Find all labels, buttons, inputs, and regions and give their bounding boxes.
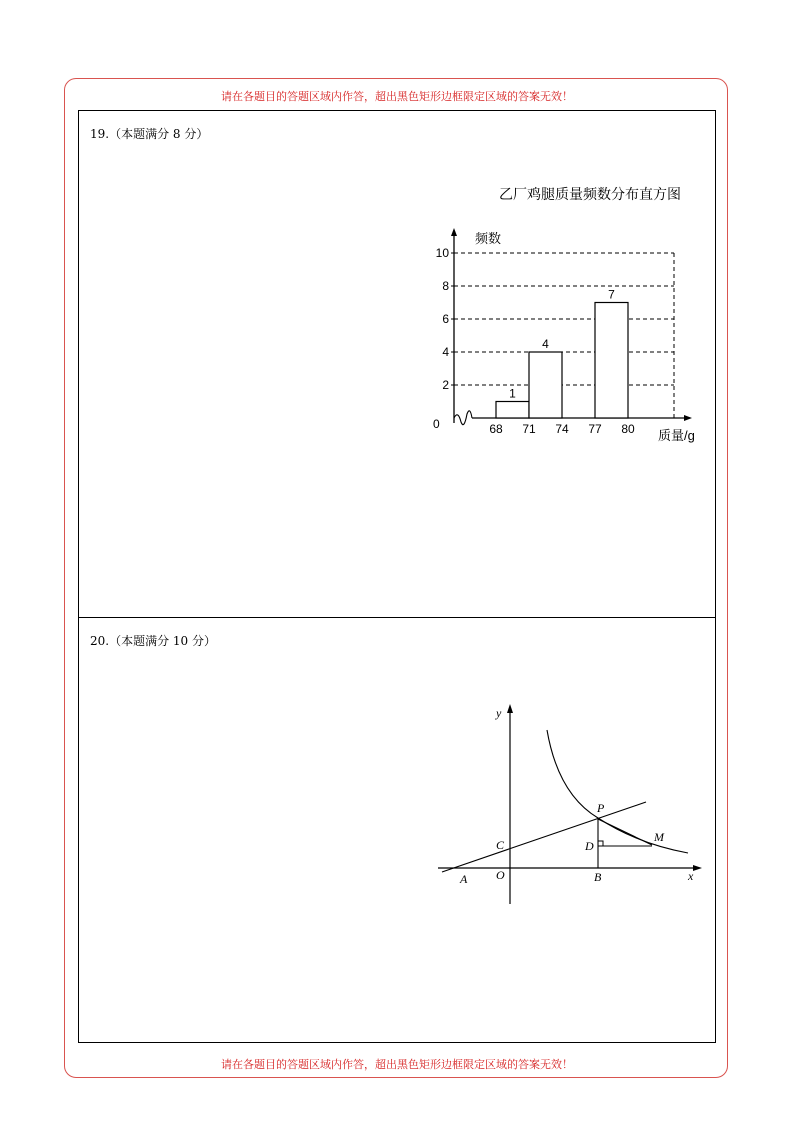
point-label-m: M: [654, 830, 664, 844]
hyperbola-curve: [547, 730, 688, 853]
point-label-c: C: [496, 838, 505, 852]
x-tick-label-68: 68: [489, 422, 503, 436]
y-tick-label-6: 6: [442, 312, 449, 326]
x-tick-label-77: 77: [588, 422, 602, 436]
x-tick-label-80: 80: [621, 422, 635, 436]
point-label-b: B: [594, 870, 602, 884]
bar-label-0: 1: [509, 386, 516, 401]
bar-label-1: 4: [542, 337, 549, 351]
y-tick-label-2: 2: [442, 378, 449, 392]
bar-label-2: 7: [608, 287, 615, 302]
coordinate-figure: [430, 698, 710, 908]
y-tick-label-4: 4: [442, 345, 449, 359]
point-label-p: P: [597, 801, 605, 815]
line-ap: [442, 802, 646, 872]
chart-title: 乙厂鸡腿质量频数分布直方图: [499, 186, 681, 202]
right-angle-mark: [598, 841, 603, 846]
point-label-d: D: [585, 839, 594, 853]
figure-y-arrow: [507, 704, 513, 713]
segment-pm: [598, 819, 652, 845]
y-axis-arrow: [451, 228, 457, 236]
axis-label-x: x: [688, 869, 694, 883]
bottom-notice: 请在各题目的答题区域内作答，超出黑色矩形边框限定区域的答案无效！: [221, 1058, 573, 1071]
x-tick-label-71: 71: [522, 422, 536, 436]
bar-2: [595, 303, 628, 419]
point-label-a: A: [460, 872, 468, 886]
y-tick-label-8: 8: [442, 279, 449, 293]
origin-label: 0: [433, 417, 440, 431]
x-axis-label: 质量/g: [658, 428, 695, 443]
axis-break-icon: [454, 411, 472, 425]
axis-label-y: y: [496, 706, 502, 720]
top-notice: 请在各题目的答题区域内作答，超出黑色矩形边框限定区域的答案无效！: [221, 90, 573, 103]
figure-x-arrow: [693, 865, 702, 871]
point-label-o: O: [496, 868, 505, 882]
x-axis-arrow: [684, 415, 692, 421]
question-19-label: 19.（本题满分 8 分）: [90, 127, 209, 141]
x-tick-label-74: 74: [555, 422, 569, 436]
question-20-label: 20.（本题满分 10 分）: [90, 634, 216, 648]
bar-0: [496, 402, 529, 419]
y-tick-label-10: 10: [435, 246, 449, 260]
histogram-chart: [420, 178, 720, 448]
bar-1: [529, 352, 562, 418]
y-axis-label: 频数: [475, 231, 502, 246]
